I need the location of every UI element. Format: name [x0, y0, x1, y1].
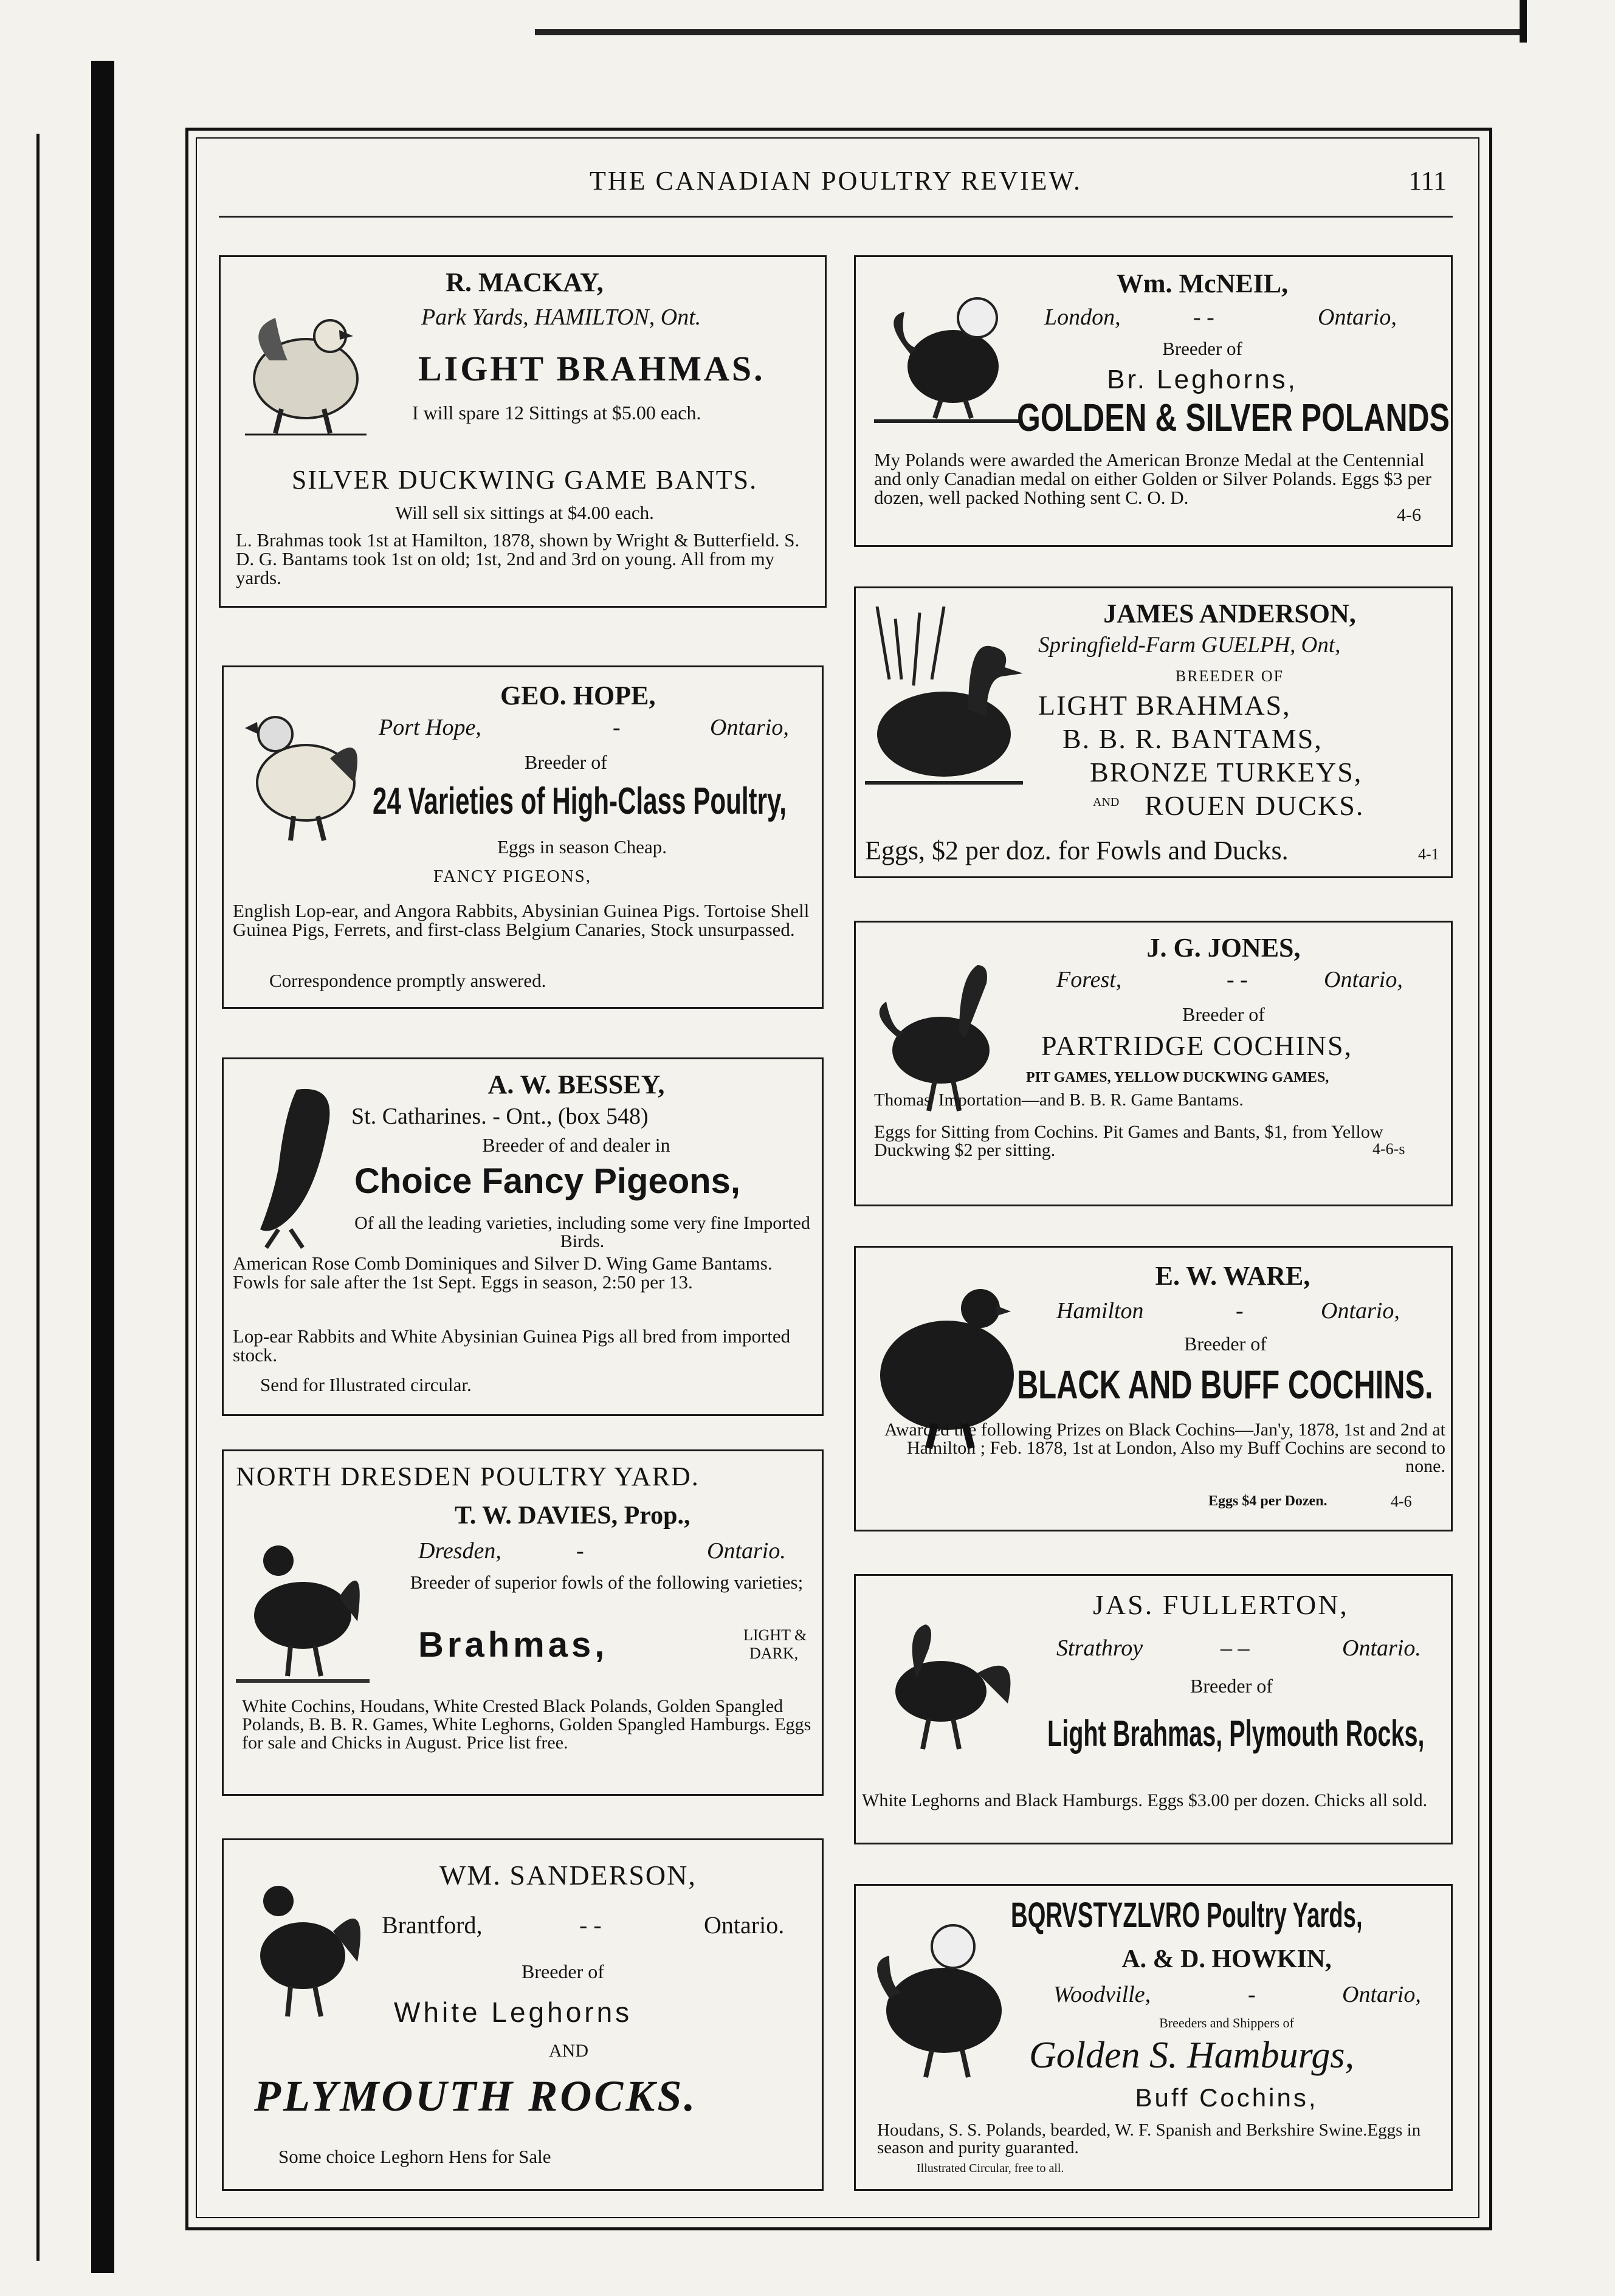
ad-headline: Choice Fancy Pigeons,: [354, 1161, 740, 1201]
advertiser-location: Strathroy: [1056, 1635, 1143, 1661]
pigeon-icon: [236, 1078, 351, 1254]
ad-subhead-2: Thomas' Importation—and B. B. R. Game Bantams.: [874, 1090, 1244, 1110]
ad-headline: 24 Varieties of High-Class Poultry,: [373, 780, 787, 822]
ad-headline: PARTRIDGE COCHINS,: [1041, 1030, 1353, 1061]
ad-body-2: Lop-ear Rabbits and White Abysinian Guinea Pigs all bred from imported stock.: [233, 1325, 791, 1366]
ad-ref-code: 4-1: [1418, 845, 1439, 863]
page-edge-line: [36, 134, 40, 2261]
advertiser-province: Ontario.: [707, 1538, 786, 1564]
ad-footer: Send for Illustrated circular.: [260, 1374, 472, 1395]
advertiser-province: Ontario,: [1321, 1298, 1400, 1324]
advertiser-location: Brantford,: [382, 1911, 483, 1939]
breeder-label: Breeder of and dealer in: [482, 1134, 670, 1156]
journal-title: THE CANADIAN POULTRY REVIEW.: [590, 166, 1082, 196]
ad-headline: Brahmas,: [418, 1625, 608, 1665]
ad-body: American Rose Comb Dominiques and Silver D. Wing Game Bantams. Fowls for sale after the 1st Sept. Eggs in season, 2:50 per 13.: [233, 1253, 773, 1293]
breed-name: White Leghorns: [394, 1996, 633, 2028]
ad-headline: PLYMOUTH ROCKS.: [254, 2072, 698, 2120]
game-fowl-icon: [868, 1612, 1020, 1758]
breeder-label: Breeder of: [1162, 338, 1242, 359]
advertiser-location: Port Hope,: [379, 715, 481, 740]
advertiser-province: Ontario.: [1342, 1635, 1421, 1661]
advertiser-name: GEO. HOPE,: [500, 681, 656, 710]
ad-davies: [222, 1449, 824, 1796]
advertiser-location: Springfield-Farm GUELPH, Ont,: [1038, 633, 1341, 658]
leghorn-rooster-icon: [242, 1865, 370, 2023]
ad-subhead: Of all the leading varieties, including some very fine Imported Birds.: [354, 1213, 810, 1251]
advertiser-province: Ontario,: [1324, 967, 1403, 992]
ad-headline: LIGHT BRAHMAS.: [418, 349, 765, 388]
advertiser-name: T. W. DAVIES, Prop.,: [455, 1502, 690, 1530]
advertiser-location: Forest,: [1056, 967, 1122, 992]
breeder-label: Breeder of: [1190, 1675, 1273, 1697]
rooster-icon: [233, 692, 373, 850]
advertiser-name: JAS. FULLERTON,: [1093, 1589, 1349, 1620]
top-print-bar: [535, 0, 1526, 38]
ad-ware: [854, 1246, 1453, 1531]
ad-ref-code: 4-6-s: [1372, 1140, 1405, 1158]
ad-footer: Correspondence promptly answered.: [269, 970, 546, 991]
advertiser-location: Woodville,: [1053, 1982, 1151, 2007]
ad-body: Houdans, S. S. Polands, bearded, W. F. Spanish and Berkshire Swine.Eggs in season and purity guaranted.: [877, 2120, 1421, 2157]
header-rule: [219, 216, 1453, 218]
advertiser-name: E. W. WARE,: [1155, 1261, 1310, 1291]
advertiser-location: Dresden,: [418, 1538, 501, 1564]
breed-line-1: LIGHT BRAHMAS,: [1038, 690, 1291, 721]
ad-body: Eggs for Sitting from Cochins. Pit Games and Bants, $1, from Yellow Duckwing $2 per sitting.: [874, 1122, 1383, 1160]
rooster-icon: [236, 1518, 370, 1688]
ad-footer: Illustrated Circular, free to all.: [917, 2162, 1064, 2175]
location-dash: -: [1236, 1298, 1244, 1324]
side-label-1: LIGHT &: [743, 1626, 807, 1644]
ad-fullerton: [854, 1574, 1453, 1844]
breed-line-2: B. B. R. BANTAMS,: [1062, 723, 1323, 754]
advertiser-name: WM. SANDERSON,: [439, 1860, 697, 1891]
location-dashes: - -: [1193, 304, 1214, 330]
breed-name: Br. Leghorns,: [1107, 365, 1298, 394]
ad-ref-code: 4-6: [1397, 505, 1421, 525]
advertiser-name: J. G. JONES,: [1146, 933, 1301, 963]
brahma-rooster-icon: [233, 294, 379, 439]
ad-body: White Cochins, Houdans, White Crested Black Polands, Golden Spangled Polands, B. B. R. Games, White Leghorns, Golden Spangled Hamburgs. Eggs for sale and Chicks in August. Price list free.: [242, 1696, 811, 1753]
ad-title: BQRVSTYZLVRO Poultry Yards,: [1011, 1896, 1363, 1935]
side-label-2: DARK,: [749, 1645, 799, 1662]
advertiser-name: R. MACKAY,: [446, 267, 604, 297]
ad-offer: I will spare 12 Sittings at $5.00 each.: [412, 402, 701, 424]
ad-body: My Polands were awarded the American Bronze Medal at the Centennial and only Canadian medal on either Golden or Silver Polands. Eggs $3 per dozen, well packed Nothing sent C. O. D.: [874, 449, 1431, 508]
ad-hope: [222, 665, 824, 1009]
eggs-note: Eggs, $2 per doz. for Fowls and Ducks.: [865, 836, 1289, 865]
ad-mcneil: [854, 255, 1453, 547]
ad-howkin: [854, 1884, 1453, 2191]
ad-subhead: FANCY PIGEONS,: [433, 867, 592, 886]
ad-offer-2: Will sell six sittings at $4.00 each.: [395, 502, 654, 523]
ad-title: NORTH DRESDEN POULTRY YARD.: [236, 1462, 700, 1491]
breed-name: Buff Cochins,: [1135, 2083, 1318, 2112]
advertiser-province: Ontario,: [1342, 1982, 1421, 2007]
location-dashes: - -: [1227, 967, 1248, 992]
and-label: AND: [1093, 796, 1120, 809]
ad-headline: Golden S. Hamburgs,: [1029, 2035, 1355, 2076]
breeder-label: BREEDER OF: [1175, 667, 1284, 685]
advertiser-province: Ontario.: [704, 1911, 785, 1939]
eggs-note: Eggs $4 per Dozen.: [1208, 1493, 1327, 1509]
location-dash: -: [1248, 1982, 1256, 2007]
eggs-note: Eggs in season Cheap.: [497, 836, 667, 858]
advertiser-province: Ontario,: [710, 715, 789, 740]
and-label: AND: [549, 2041, 588, 2061]
location-dashes: - -: [579, 1911, 602, 1939]
ad-footer: Some choice Leghorn Hens for Sale: [278, 2146, 551, 2167]
advertiser-name: Wm. McNEIL,: [1116, 269, 1289, 298]
breeder-label: Breeder of: [522, 1961, 604, 1982]
ad-body: English Lop-ear, and Angora Rabbits, Abysinian Guinea Pigs. Tortoise Shell Guinea Pigs, Ferrets, and first-class Belgium Canaries, Stock unsurpassed.: [233, 900, 810, 940]
ad-anderson: [854, 586, 1453, 878]
advertiser-location: St. Catharines. - Ont., (box 548): [351, 1104, 649, 1129]
ad-headline: BLACK AND BUFF COCHINS.: [1017, 1362, 1433, 1407]
ad-headline: Light Brahmas, Plymouth Rocks,: [1047, 1713, 1425, 1754]
advertiser-name: JAMES ANDERSON,: [1103, 599, 1356, 628]
ad-body: L. Brahmas took 1st at Hamilton, 1878, shown by Wright & Butterfield. S. D. G. Bantams took 1st on old; 1st, 2nd and 3rd on young. All from my yards.: [236, 529, 800, 588]
binding-spine: [91, 61, 114, 2273]
ad-subhead: Breeder of superior fowls of the following varieties;: [410, 1572, 804, 1593]
advertiser-name: A. W. BESSEY,: [487, 1070, 665, 1099]
breeder-label: Breeders and Shippers of: [1159, 2015, 1294, 2030]
breeder-label: Breeder of: [1182, 1003, 1265, 1025]
ad-bessey: [222, 1057, 824, 1416]
advertiser-name: A. & D. HOWKIN,: [1121, 1945, 1332, 1973]
breeder-label: Breeder of: [525, 751, 607, 773]
advertiser-province: Ontario,: [1318, 304, 1397, 330]
page-header: [207, 157, 1465, 205]
ad-body: Awarded the following Prizes on Black Cochins—Jan'y, 1878, 1st and 2nd at Hamilton ; Feb. 1878, 1st at London, Also my Buff Cochins are second to none.: [884, 1420, 1445, 1476]
ad-mackay: [219, 255, 827, 608]
ad-sanderson: [222, 1838, 824, 2191]
location-dash: -: [613, 715, 621, 740]
ad-headline: GOLDEN & SILVER POLANDS: [1017, 396, 1450, 439]
location-dash: -: [576, 1538, 584, 1564]
breed-line-3: BRONZE TURKEYS,: [1090, 757, 1363, 788]
hamburg-fowl-icon: [865, 1913, 1017, 2083]
ad-ref-code: 4-6: [1391, 1493, 1412, 1510]
advertiser-location: Park Yards, HAMILTON, Ont.: [421, 304, 701, 330]
ad-subhead: SILVER DUCKWING GAME BANTS.: [291, 465, 758, 495]
location-dashes: – –: [1221, 1635, 1250, 1661]
ad-subhead: PIT GAMES, YELLOW DUCKWING GAMES,: [1026, 1070, 1329, 1085]
breeder-label: Breeder of: [1184, 1333, 1267, 1355]
ad-jones: [854, 921, 1453, 1206]
ad-body: White Leghorns and Black Hamburgs. Eggs $3.00 per dozen. Chicks all sold.: [862, 1790, 1428, 1810]
page-number: 111: [1408, 166, 1447, 196]
duck-icon: [865, 607, 1023, 795]
advertiser-location: London,: [1044, 304, 1121, 330]
advertiser-location: Hamilton: [1056, 1298, 1144, 1324]
top-right-mark: [1520, 0, 1527, 43]
breed-line-4: ROUEN DUCKS.: [1145, 790, 1365, 821]
